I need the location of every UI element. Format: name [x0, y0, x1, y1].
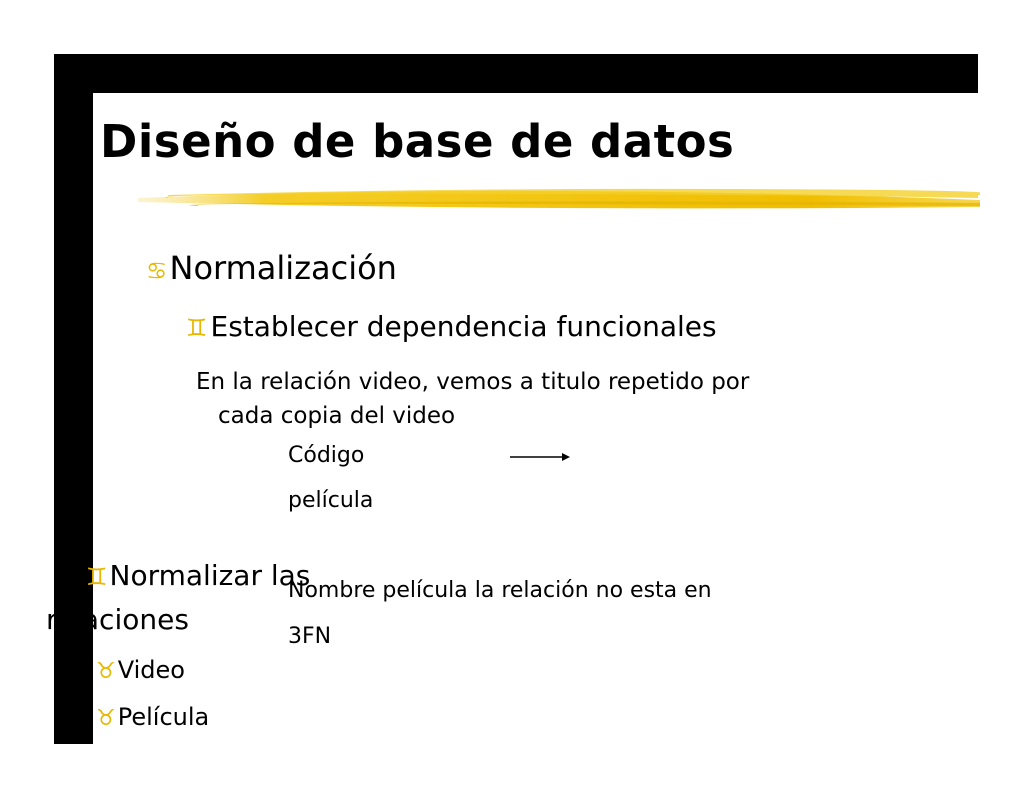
bullet-dependencia-text: Establecer dependencia funcionales: [210, 310, 717, 343]
bullet-dependencia: [186, 310, 717, 344]
bullet-normalizar-line-2: relaciones: [46, 603, 189, 636]
slide-frame-top-bar: [54, 54, 978, 93]
bullet-video-text: Video: [117, 656, 185, 684]
explanation-line-2: cada copia del video: [218, 403, 456, 429]
codigo-label: Código: [288, 443, 365, 468]
bullet-pelicula-text: Película: [117, 703, 210, 731]
bullet-normalizacion-text: Normalización: [169, 249, 397, 287]
title-underline-brush: [138, 180, 980, 214]
bullet-pelicula: [96, 703, 209, 732]
bullet-video: [96, 656, 185, 685]
gemini-bullet-icon: ♊: [86, 563, 108, 591]
bullet-normalizacion: [146, 249, 397, 287]
bullet-normalizar-line-1: Normalizar las: [109, 559, 311, 592]
taurus-bullet-icon: ♉: [96, 706, 116, 731]
pelicula-word-label: película: [288, 488, 374, 513]
explanation-paragraph: [196, 365, 749, 433]
slide-frame-left-bar: [54, 54, 93, 744]
nombre-pelicula-line-1: Nombre película la relación no esta en: [288, 578, 712, 603]
dependency-arrow-icon: [510, 451, 570, 463]
nombre-pelicula-line-2: 3FN: [288, 624, 332, 649]
slide-title: Diseño de base de datos: [100, 115, 735, 168]
taurus-bullet-icon: ♉: [96, 659, 116, 684]
explanation-line-1: En la relación video, vemos a titulo repetido por: [196, 369, 750, 395]
cancer-bullet-icon: ♋: [146, 257, 168, 285]
bullet-normalizar: [86, 559, 310, 593]
gemini-bullet-icon: ♊: [186, 314, 208, 342]
